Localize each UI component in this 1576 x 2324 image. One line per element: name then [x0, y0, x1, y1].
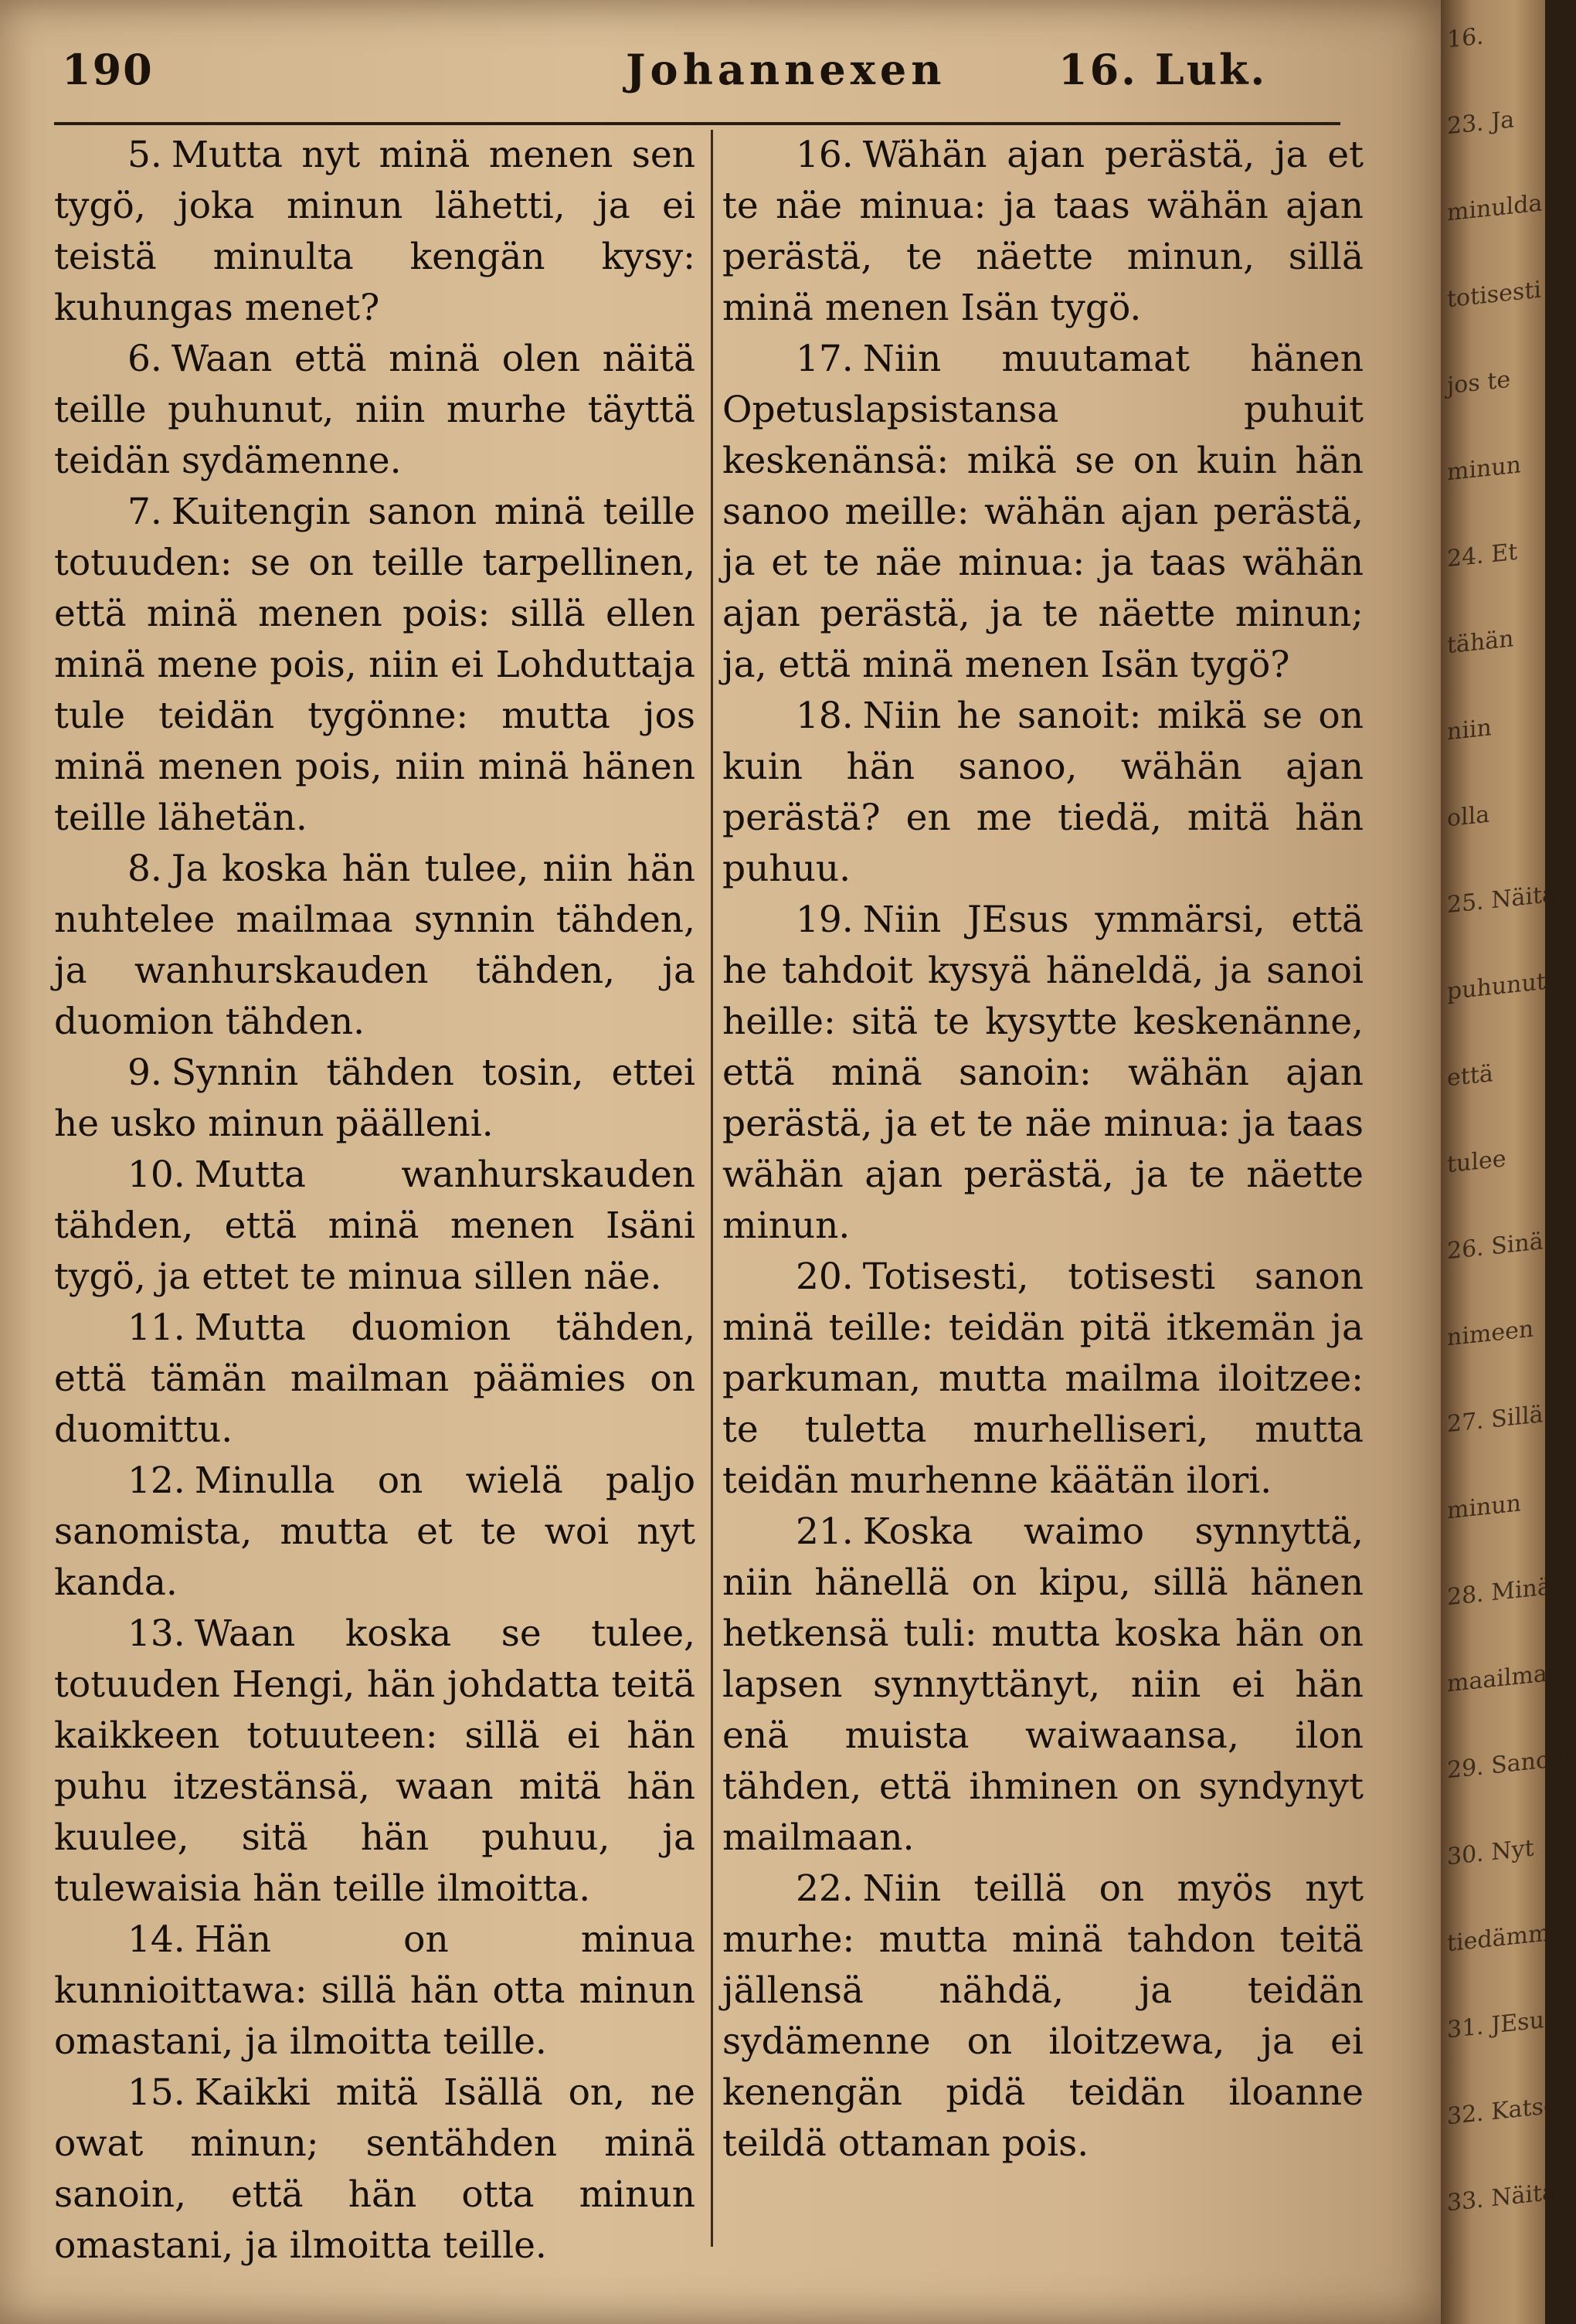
verse-text: Niin he sanoit: mikä se on kuin hän sanoo, wähän ajan perästä? en me tiedä, mitä hän puhuu.	[722, 695, 1364, 890]
adjacent-page-fragment: tulee	[1447, 1145, 1506, 1179]
adjacent-page-fragment: 33. Näitä	[1447, 2178, 1556, 2217]
verse-text: Koska waimo synnyttä, niin hänellä on kipu, sillä hänen hetkensä tuli: mutta koska hän on lapsen synnyttänyt, niin ei hän enä muista waiwaansa, ilon tähden, että ihminen on syndynyt mailmaan.	[722, 1510, 1364, 1859]
verse-number: 14.	[127, 1918, 185, 1961]
verse	[54, 334, 695, 487]
verse-text: Mutta nyt minä menen sen tygö, joka minun lähetti, ja ei teistä minulta kengän kysy: kuhungas menet?	[54, 134, 695, 329]
adjacent-page-fragment: maailmaan	[1447, 1656, 1576, 1698]
verse-text: Hän on minua kunnioittawa: sillä hän otta minun omastani, ja ilmoitta teille.	[54, 1918, 695, 2063]
chapter-label: 16. Luk.	[1058, 45, 1268, 94]
verse	[54, 844, 695, 1048]
running-title: Johannexen	[626, 45, 946, 94]
adjacent-page-fragment: 26. Sinä	[1447, 1228, 1544, 1266]
left-column	[54, 130, 695, 2271]
verse	[722, 1864, 1364, 2169]
verse-text: Wähän ajan perästä, ja et te näe minua: ja taas wähän ajan perästä, te näette minun, sillä minä menen Isän tygö.	[722, 134, 1364, 329]
adjacent-page-fragment: tähän	[1447, 625, 1514, 660]
verse-number: 21.	[796, 1510, 854, 1553]
verse	[54, 1609, 695, 1915]
adjacent-page-fragment: tiedämme	[1447, 1918, 1564, 1958]
verse	[722, 1507, 1364, 1864]
right-column	[722, 130, 1364, 2169]
verse-number: 11.	[127, 1306, 185, 1349]
verse-text: Waan että minä olen näitä teille puhunut, niin murhe täyttä teidän sydämenne.	[54, 338, 695, 482]
verse-number: 15.	[127, 2071, 185, 2114]
adjacent-page-fragment: niin	[1447, 714, 1492, 746]
verse-number: 16.	[796, 134, 854, 176]
adjacent-page-fragment: minun	[1447, 451, 1522, 487]
adjacent-page-fragment: että	[1447, 1060, 1493, 1092]
verse-number: 19.	[796, 899, 854, 941]
verse	[54, 1456, 695, 1609]
verse-number: 20.	[796, 1255, 854, 1298]
verse-number: 13.	[127, 1612, 185, 1655]
adjacent-page-fragment: 32. Katso	[1447, 2091, 1558, 2131]
verse-number: 7.	[127, 491, 162, 533]
verse-text: Minulla on wielä paljo sanomista, mutta et te woi nyt kanda.	[54, 1459, 695, 1604]
verse-number: 18.	[796, 695, 854, 737]
verse	[722, 691, 1364, 895]
adjacent-page-fragment: jos te	[1447, 365, 1511, 400]
adjacent-page-fragment: 23. Ja	[1447, 106, 1515, 141]
verse-text: Niin JEsus ymmärsi, että he tahdoit kysyä häneldä, ja sanoi heille: sitä te kysytte keskenänne, että minä sanoin: wähän ajan perästä, ja et te näe minua: ja taas wähän ajan perästä, ja te näette minun.	[722, 899, 1364, 1247]
verse	[54, 130, 695, 334]
verse-number: 6.	[127, 338, 162, 380]
verse-text: Waan koska se tulee, totuuden Hengi, hän johdatta teitä kaikkeen totuuteen: sillä ei hän puhu itzestänsä, waan mitä hän kuulee, sitä hän puhuu, ja tulewaisia hän teille ilmoitta.	[54, 1612, 695, 1910]
verse	[722, 895, 1364, 1252]
verse	[54, 2067, 695, 2271]
verse	[54, 487, 695, 844]
adjacent-page-fragment: 27. Sillä	[1447, 1401, 1544, 1439]
verse-text: Kaikki mitä Isällä on, ne owat minun; sentähden minä sanoin, että hän otta minun omastani, ja ilmoitta teille.	[54, 2071, 695, 2267]
verse-number: 5.	[127, 134, 162, 176]
verse-text: Mutta wanhurskauden tähden, että minä menen Isäni tygö, ja ettet te minua sillen näe.	[54, 1154, 695, 1298]
verse	[54, 1915, 695, 2067]
verse	[54, 1303, 695, 1456]
verse-text: Synnin tähden tosin, ettei he usko minun päälleni.	[54, 1052, 695, 1145]
verse	[722, 1252, 1364, 1507]
adjacent-page-fragment: totisesti	[1447, 276, 1541, 314]
verse-number: 8.	[127, 848, 162, 890]
verse-number: 22.	[796, 1867, 854, 1910]
verse-number: 10.	[127, 1154, 185, 1196]
verse-text: Niin teillä on myös nyt murhe: mutta minä tahdon teitä jällensä nähdä, ja teidän sydämenne on iloitzewa, ja ei kenengän pidä teidän iloanne teildä ottaman pois.	[722, 1867, 1364, 2165]
verse-text: Kuitengin sanon minä teille totuuden: se on teille tarpellinen, että minä menen pois: sillä ellen minä mene pois, niin ei Lohduttaja tule teidän tygönne: mutta jos minä menen pois, niin minä hänen teille lähetän.	[54, 491, 695, 839]
verse	[54, 1048, 695, 1150]
adjacent-page-edge	[1441, 0, 1576, 2324]
verse-text: Ja koska hän tulee, niin hän nuhtelee mailmaa synnin tähden, ja wanhurskauden tähden, ja duomion tähden.	[54, 848, 695, 1043]
adjacent-page-fragment: 30. Nyt	[1447, 1834, 1534, 1871]
header-rule	[54, 122, 1340, 125]
verse-text: Mutta duomion tähden, että tämän mailman päämies on duomittu.	[54, 1306, 695, 1451]
verse-number: 17.	[796, 338, 854, 380]
adjacent-page-fragment: puhunut	[1447, 967, 1546, 1006]
adjacent-page-fragment: minulda	[1447, 189, 1543, 227]
page-number: 190	[62, 45, 154, 94]
verse	[722, 130, 1364, 334]
adjacent-page-fragment: 16.	[1447, 22, 1484, 54]
adjacent-page-fragment: 29. Sanoit	[1447, 1745, 1567, 1785]
verse-text: Totisesti, totisesti sanon minä teille: teidän pitä itkemän ja parkuman, mutta mailma iloitzee: te tuletta murhelliseri, mutta teidän murhenne käätän ilori.	[722, 1255, 1364, 1502]
verse	[722, 334, 1364, 691]
adjacent-page-fragment: 25. Näitä	[1447, 880, 1556, 919]
verse-number: 12.	[127, 1459, 185, 1502]
adjacent-page-fragment: nimeen	[1447, 1315, 1534, 1352]
adjacent-page-fragment: 31. JEsus	[1447, 2005, 1557, 2044]
adjacent-page-fragment: minun	[1447, 1490, 1522, 1525]
page-header	[62, 45, 1344, 107]
adjacent-page-fragment: 24. Et	[1447, 538, 1518, 573]
adjacent-page-fragment: 28. Minä	[1447, 1573, 1551, 1612]
column-divider	[711, 130, 713, 2247]
verse-number: 9.	[127, 1052, 162, 1094]
verse	[54, 1150, 695, 1303]
adjacent-page-fragment: olla	[1447, 800, 1490, 833]
verse-text: Niin muutamat hänen Opetuslapsistansa puhuit keskenänsä: mikä se on kuin hän sanoo meille: wähän ajan perästä, ja et te näe minua: ja taas wähän ajan perästä, ja te näette minun; ja, että minä menen Isän tygö?	[722, 338, 1364, 686]
